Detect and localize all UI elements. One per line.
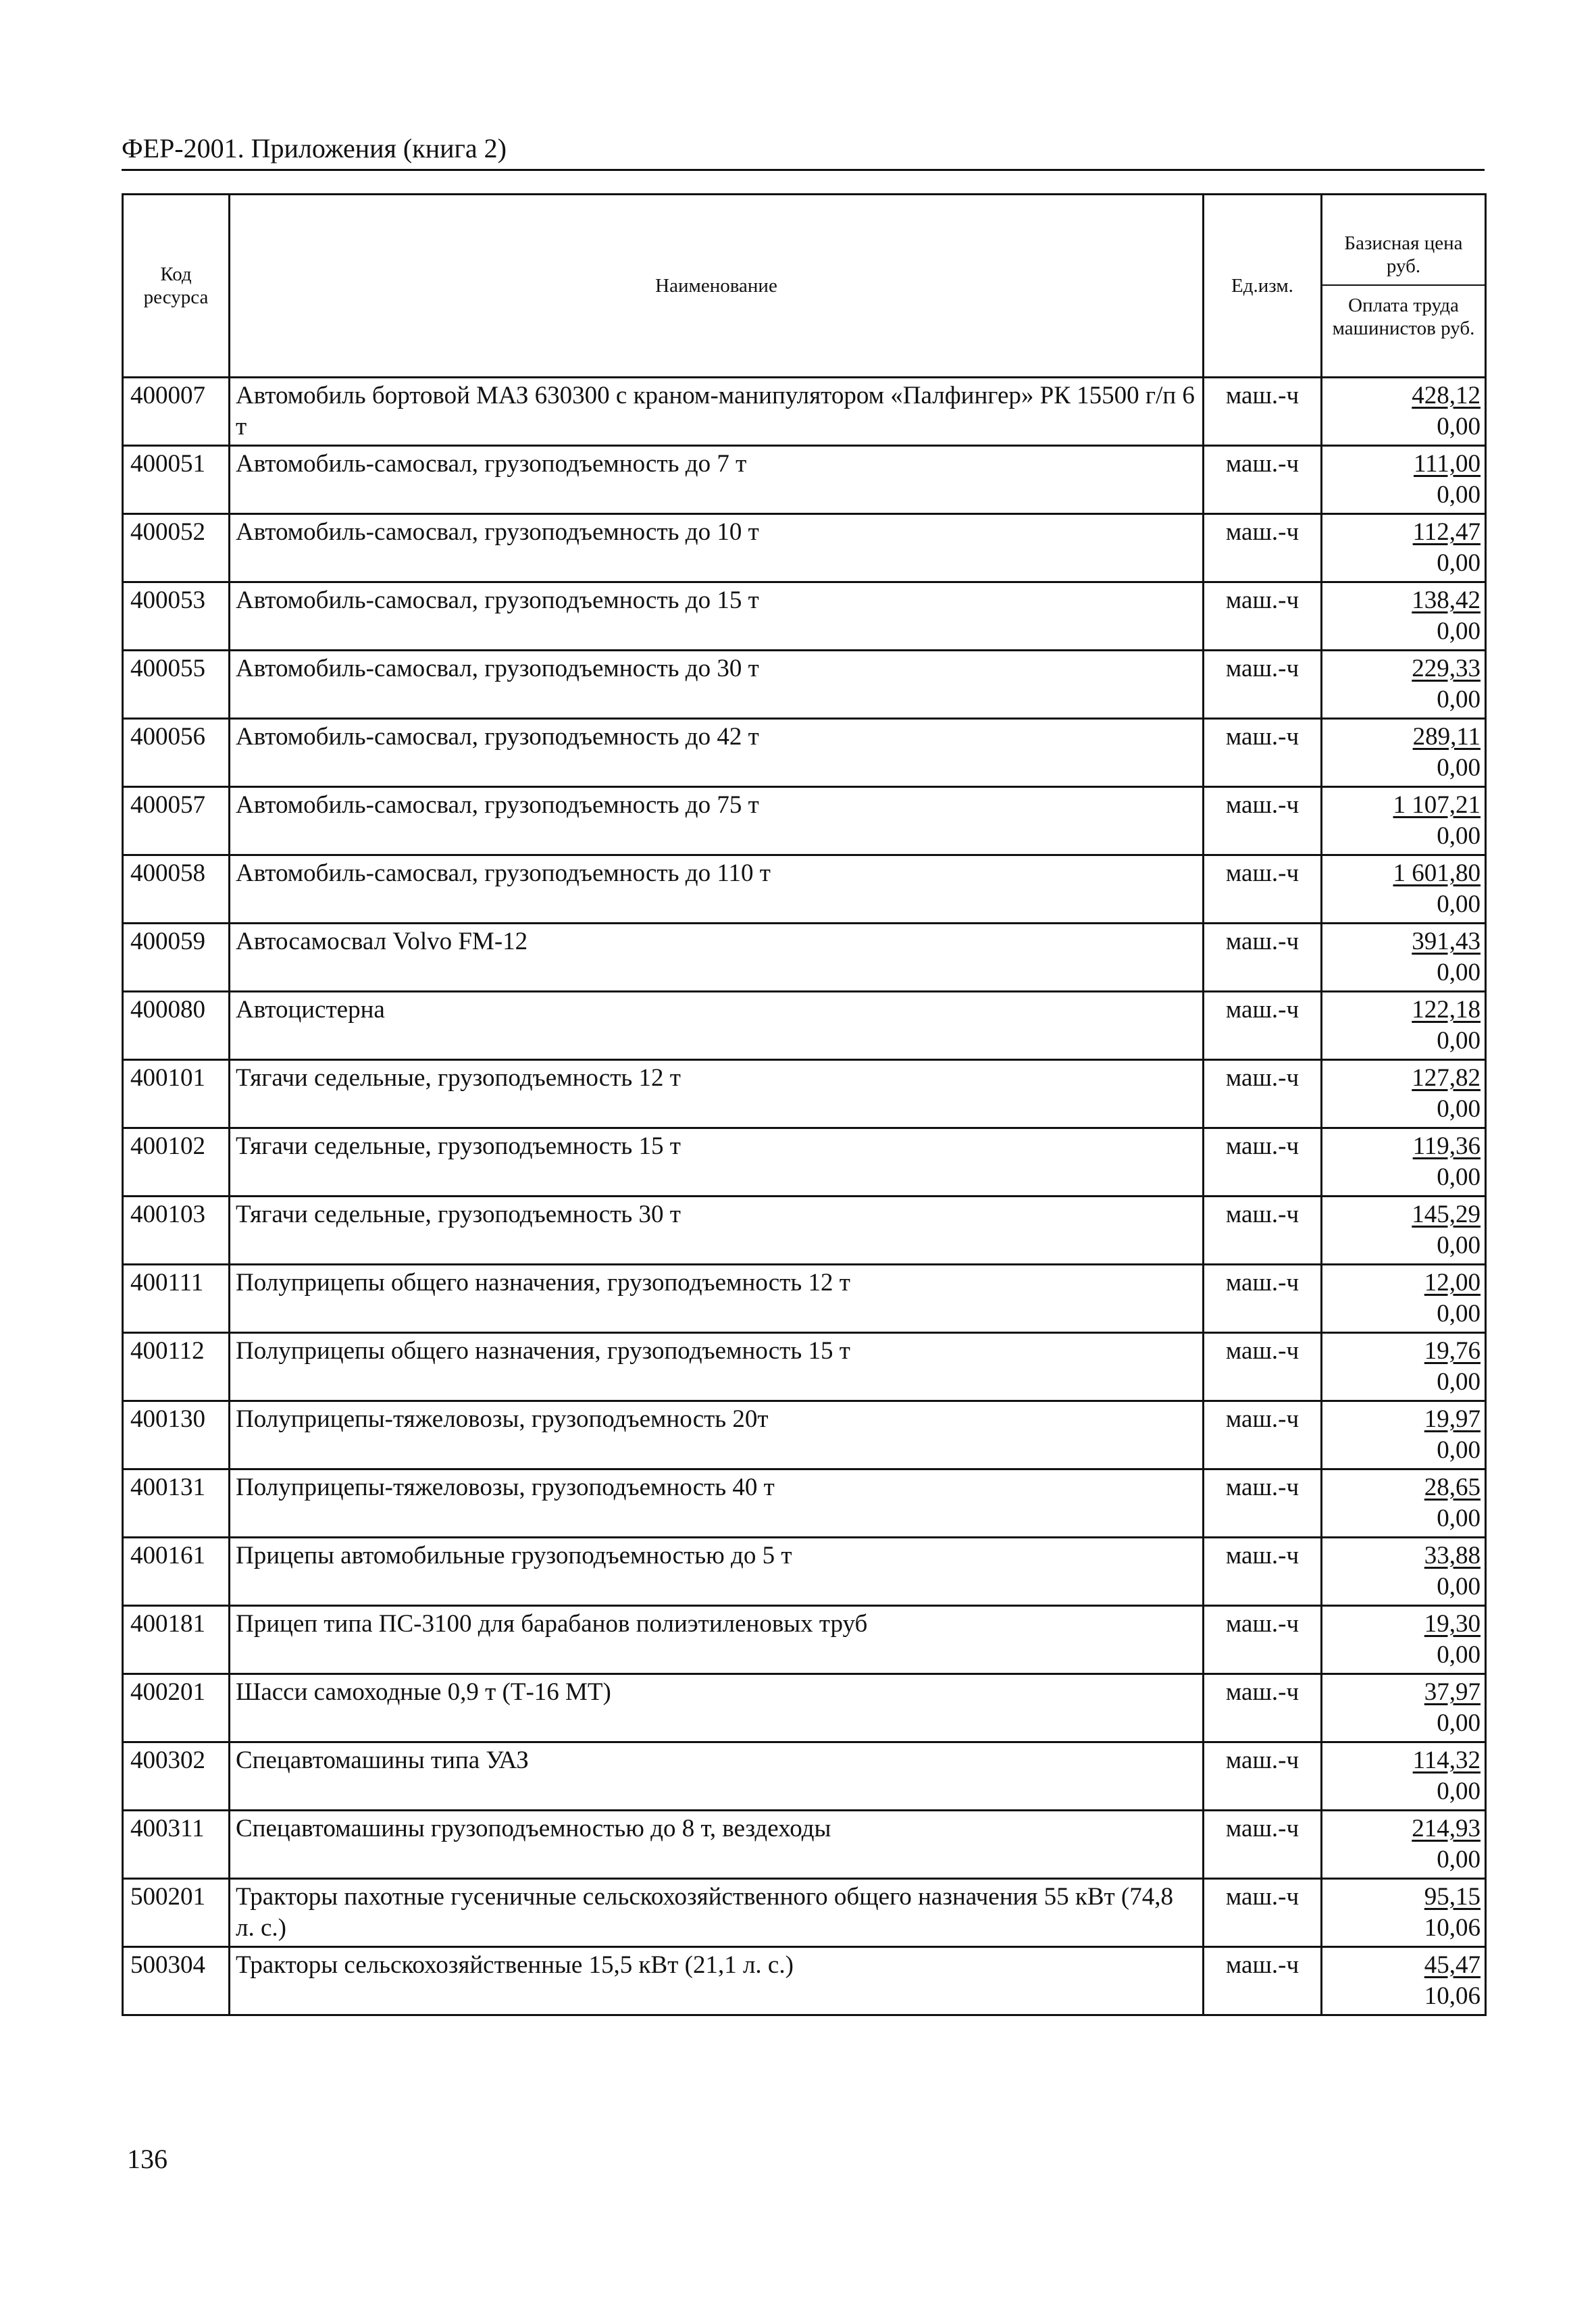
resource-code: 500201 — [123, 1879, 230, 1947]
operator-wage: 0,00 — [1437, 1368, 1481, 1396]
price-cell — [1322, 787, 1486, 855]
price-cell — [1322, 924, 1486, 992]
resource-code: 400102 — [123, 1128, 230, 1197]
price-cell — [1322, 1674, 1486, 1742]
resource-name: Полуприцепы общего назначения, грузоподъемность 15 т — [230, 1333, 1204, 1401]
base-price: 122,18 — [1412, 996, 1481, 1024]
base-price: 33,88 — [1424, 1542, 1481, 1569]
resource-name: Автомобиль-самосвал, грузоподъемность до 10 т — [230, 514, 1204, 582]
unit-of-measure: маш.-ч — [1204, 1879, 1322, 1947]
price-cell — [1322, 1811, 1486, 1879]
table-row — [123, 992, 1486, 1060]
table-row — [123, 719, 1486, 787]
price-cell — [1322, 582, 1486, 651]
price-cell — [1322, 1128, 1486, 1197]
price-cell — [1322, 514, 1486, 582]
resource-name: Автомобиль бортовой МАЗ 630300 с краном-манипулятором «Палфингер» РК 15500 г/п 6 т — [230, 378, 1204, 446]
operator-wage: 0,00 — [1437, 686, 1481, 713]
resource-name: Тягачи седельные, грузоподъемность 12 т — [230, 1060, 1204, 1128]
base-price: 28,65 — [1424, 1474, 1481, 1501]
base-price: 37,97 — [1424, 1678, 1481, 1706]
resource-name: Спецавтомашины грузоподъемностью до 8 т, вездеходы — [230, 1811, 1204, 1879]
unit-of-measure: маш.-ч — [1204, 446, 1322, 514]
resource-name: Тракторы пахотные гусеничные сельскохозяйственного общего назначения 55 кВт (74,8 л. с.) — [230, 1879, 1204, 1947]
resource-code: 400112 — [123, 1333, 230, 1401]
price-cell — [1322, 1606, 1486, 1674]
resource-code: 400302 — [123, 1742, 230, 1811]
base-price: 111,00 — [1413, 450, 1481, 478]
price-cell — [1322, 1197, 1486, 1265]
unit-of-measure: маш.-ч — [1204, 651, 1322, 719]
price-cell — [1322, 855, 1486, 924]
resource-code: 400080 — [123, 992, 230, 1060]
unit-of-measure: маш.-ч — [1204, 1674, 1322, 1742]
operator-wage: 0,00 — [1437, 549, 1481, 577]
base-price: 19,76 — [1424, 1337, 1481, 1365]
unit-of-measure: маш.-ч — [1204, 855, 1322, 924]
table-row — [123, 1401, 1486, 1469]
table-row — [123, 1879, 1486, 1947]
price-cell — [1322, 992, 1486, 1060]
resource-code: 400053 — [123, 582, 230, 651]
table-row — [123, 1674, 1486, 1742]
operator-wage: 0,00 — [1437, 1846, 1481, 1873]
table-row — [123, 1197, 1486, 1265]
table-row — [123, 1469, 1486, 1538]
table-row — [123, 855, 1486, 924]
column-header-name: Наименование — [230, 195, 1204, 378]
unit-of-measure: маш.-ч — [1204, 1469, 1322, 1538]
column-header-base-price: Базисная цена руб. — [1322, 232, 1485, 286]
table-row — [123, 514, 1486, 582]
resource-name: Автомобиль-самосвал, грузоподъемность до 30 т — [230, 651, 1204, 719]
base-price: 119,36 — [1412, 1132, 1481, 1160]
resource-code: 400181 — [123, 1606, 230, 1674]
resource-name: Тягачи седельные, грузоподъемность 30 т — [230, 1197, 1204, 1265]
operator-wage: 0,00 — [1437, 1778, 1481, 1805]
table-row — [123, 582, 1486, 651]
operator-wage: 0,00 — [1437, 1300, 1481, 1328]
price-cell — [1322, 1469, 1486, 1538]
column-header-unit: Ед.изм. — [1204, 195, 1322, 378]
operator-wage: 0,00 — [1437, 890, 1481, 918]
resource-name: Прицепы автомобильные грузоподъемностью до 5 т — [230, 1538, 1204, 1606]
unit-of-measure: маш.-ч — [1204, 1333, 1322, 1401]
resource-code: 400101 — [123, 1060, 230, 1128]
resource-name: Автоцистерна — [230, 992, 1204, 1060]
unit-of-measure: маш.-ч — [1204, 719, 1322, 787]
resource-code: 400130 — [123, 1401, 230, 1469]
unit-of-measure: маш.-ч — [1204, 378, 1322, 446]
resource-code: 400103 — [123, 1197, 230, 1265]
column-header-operator-wage: Оплата труда машинистов руб. — [1332, 295, 1475, 339]
unit-of-measure: маш.-ч — [1204, 1606, 1322, 1674]
unit-of-measure: маш.-ч — [1204, 1265, 1322, 1333]
operator-wage: 0,00 — [1437, 1027, 1481, 1055]
operator-wage: 0,00 — [1437, 1436, 1481, 1464]
price-cell — [1322, 378, 1486, 446]
unit-of-measure: маш.-ч — [1204, 1128, 1322, 1197]
operator-wage: 10,06 — [1424, 1914, 1481, 1942]
price-cell — [1322, 1742, 1486, 1811]
page-number: 136 — [127, 2144, 168, 2174]
unit-of-measure: маш.-ч — [1204, 1401, 1322, 1469]
operator-wage: 0,00 — [1437, 1232, 1481, 1259]
resource-code: 400056 — [123, 719, 230, 787]
base-price: 1 601,80 — [1393, 859, 1481, 887]
base-price: 289,11 — [1412, 723, 1481, 751]
table-row — [123, 1265, 1486, 1333]
price-cell — [1322, 719, 1486, 787]
table-row — [123, 1811, 1486, 1879]
resource-code: 400052 — [123, 514, 230, 582]
table-header-row — [123, 195, 1486, 378]
resource-name: Полуприцепы общего назначения, грузоподъемность 12 т — [230, 1265, 1204, 1333]
price-cell — [1322, 1879, 1486, 1947]
operator-wage: 0,00 — [1437, 1709, 1481, 1737]
base-price: 12,00 — [1424, 1269, 1481, 1297]
base-price: 45,47 — [1424, 1951, 1481, 1979]
operator-wage: 0,00 — [1437, 1505, 1481, 1532]
resource-code: 400311 — [123, 1811, 230, 1879]
unit-of-measure: маш.-ч — [1204, 1742, 1322, 1811]
base-price: 95,15 — [1424, 1883, 1481, 1911]
base-price: 145,29 — [1412, 1201, 1481, 1228]
table-row — [123, 378, 1486, 446]
base-price: 19,97 — [1424, 1405, 1481, 1433]
resource-name: Автомобиль-самосвал, грузоподъемность до 15 т — [230, 582, 1204, 651]
table-row — [123, 1947, 1486, 2015]
price-cell — [1322, 1265, 1486, 1333]
table-row — [123, 651, 1486, 719]
unit-of-measure: маш.-ч — [1204, 1060, 1322, 1128]
base-price: 214,93 — [1412, 1815, 1481, 1842]
table-row — [123, 446, 1486, 514]
base-price: 19,30 — [1424, 1610, 1481, 1638]
resource-name: Тягачи седельные, грузоподъемность 15 т — [230, 1128, 1204, 1197]
resource-name: Тракторы сельскохозяйственные 15,5 кВт (21,1 л. с.) — [230, 1947, 1204, 2015]
resource-name: Полуприцепы-тяжеловозы, грузоподъемность 20т — [230, 1401, 1204, 1469]
resource-code: 400201 — [123, 1674, 230, 1742]
base-price: 112,47 — [1412, 518, 1481, 546]
unit-of-measure: маш.-ч — [1204, 924, 1322, 992]
table-row — [123, 1128, 1486, 1197]
resource-code: 400007 — [123, 378, 230, 446]
resource-name: Шасси самоходные 0,9 т (Т-16 МТ) — [230, 1674, 1204, 1742]
table-row — [123, 1060, 1486, 1128]
table-row — [123, 1333, 1486, 1401]
price-cell — [1322, 1333, 1486, 1401]
resource-name: Прицеп типа ПС-3100 для барабанов полиэтиленовых труб — [230, 1606, 1204, 1674]
resource-name: Автомобиль-самосвал, грузоподъемность до 42 т — [230, 719, 1204, 787]
running-head: ФЕР-2001. Приложения (книга 2) — [122, 133, 507, 164]
header-rule — [122, 169, 1485, 171]
price-cell — [1322, 1947, 1486, 2015]
price-cell — [1322, 651, 1486, 719]
operator-wage: 0,00 — [1437, 413, 1481, 441]
unit-of-measure: маш.-ч — [1204, 787, 1322, 855]
operator-wage: 0,00 — [1437, 1095, 1481, 1123]
resource-code: 400051 — [123, 446, 230, 514]
resource-code: 500304 — [123, 1947, 230, 2015]
resource-name: Автосамосвал Volvo FM-12 — [230, 924, 1204, 992]
resource-price-table — [122, 193, 1487, 2016]
resource-name: Спецавтомашины типа УАЗ — [230, 1742, 1204, 1811]
operator-wage: 0,00 — [1437, 959, 1481, 986]
operator-wage: 0,00 — [1437, 1573, 1481, 1601]
price-cell — [1322, 1538, 1486, 1606]
base-price: 428,12 — [1412, 382, 1481, 409]
unit-of-measure: маш.-ч — [1204, 514, 1322, 582]
table-row — [123, 1606, 1486, 1674]
resource-name: Автомобиль-самосвал, грузоподъемность до 110 т — [230, 855, 1204, 924]
table-row — [123, 924, 1486, 992]
table-body — [123, 378, 1486, 2015]
resource-code: 400058 — [123, 855, 230, 924]
unit-of-measure: маш.-ч — [1204, 1947, 1322, 2015]
table-row — [123, 787, 1486, 855]
price-cell — [1322, 1060, 1486, 1128]
base-price: 391,43 — [1412, 928, 1481, 955]
base-price: 229,33 — [1412, 655, 1481, 682]
base-price: 138,42 — [1412, 586, 1481, 614]
resource-code: 400055 — [123, 651, 230, 719]
unit-of-measure: маш.-ч — [1204, 1197, 1322, 1265]
price-cell — [1322, 1401, 1486, 1469]
base-price: 1 107,21 — [1393, 791, 1481, 819]
resource-code: 400059 — [123, 924, 230, 992]
table-row — [123, 1538, 1486, 1606]
operator-wage: 0,00 — [1437, 754, 1481, 782]
unit-of-measure: маш.-ч — [1204, 582, 1322, 651]
resource-name: Автомобиль-самосвал, грузоподъемность до 7 т — [230, 446, 1204, 514]
resource-name: Полуприцепы-тяжеловозы, грузоподъемность 40 т — [230, 1469, 1204, 1538]
operator-wage: 10,06 — [1424, 1982, 1481, 2010]
table-row — [123, 1742, 1486, 1811]
resource-code: 400057 — [123, 787, 230, 855]
operator-wage: 0,00 — [1437, 1163, 1481, 1191]
operator-wage: 0,00 — [1437, 1641, 1481, 1669]
operator-wage: 0,00 — [1437, 618, 1481, 645]
operator-wage: 0,00 — [1437, 822, 1481, 850]
unit-of-measure: маш.-ч — [1204, 1538, 1322, 1606]
base-price: 127,82 — [1412, 1064, 1481, 1092]
resource-name: Автомобиль-самосвал, грузоподъемность до 75 т — [230, 787, 1204, 855]
price-cell — [1322, 446, 1486, 514]
resource-code: 400111 — [123, 1265, 230, 1333]
column-header-code: Код ресурса — [123, 195, 230, 378]
resource-code: 400131 — [123, 1469, 230, 1538]
base-price: 114,32 — [1412, 1746, 1481, 1774]
resource-code: 400161 — [123, 1538, 230, 1606]
operator-wage: 0,00 — [1437, 481, 1481, 509]
column-header-price — [1322, 195, 1486, 378]
unit-of-measure: маш.-ч — [1204, 992, 1322, 1060]
unit-of-measure: маш.-ч — [1204, 1811, 1322, 1879]
